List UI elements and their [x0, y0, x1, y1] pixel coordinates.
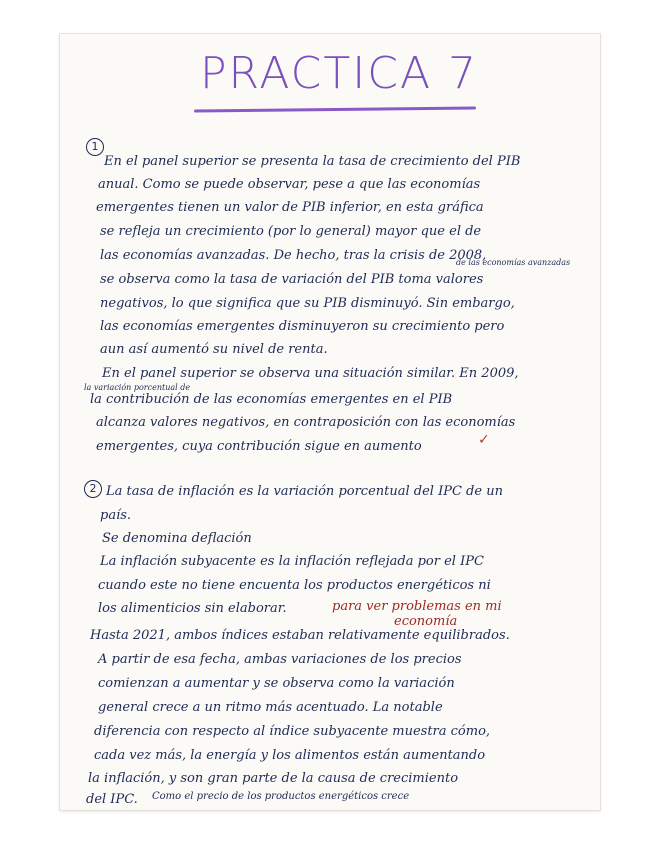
s1-line-11: la contribución de las economías emergentes en el PIB [90, 392, 453, 407]
s2-line-1: La tasa de inflación es la variación porcentual del IPC de un [106, 484, 503, 499]
s2-line-8: A partir de esa fecha, ambas variaciones de los precios [98, 652, 462, 667]
correction-note-2: economía [394, 614, 458, 629]
s2-line-4: La inflación subyacente es la inflación reflejada por el IPC [100, 554, 484, 569]
s2-line-9: comienzan a aumentar y se observa como la variación [98, 676, 455, 691]
s1-line-6: se observa como la tasa de variación del PIB toma valores [100, 272, 484, 287]
section-number-1: 1 [86, 138, 104, 156]
correction-note-1: para ver problemas en mi [332, 599, 502, 614]
check-mark-icon: ✓ [478, 432, 490, 448]
s2-line-14: del IPC. [86, 792, 138, 807]
s1-note-crisis: de las economías avanzadas [456, 258, 571, 267]
s2-line-13: la inflación, y son gran parte de la causa de crecimiento [88, 771, 459, 786]
s1-line-9: aun así aumentó su nivel de renta. [100, 342, 328, 357]
page-title: PRACTICA 7 [200, 48, 479, 99]
s2-line-10: general crece a un ritmo más acentuado. La notable [98, 700, 443, 715]
s1-line-12: alcanza valores negativos, en contraposición con las economías [96, 415, 516, 430]
title-underline [194, 107, 476, 113]
s1-note-variacion: la variación porcentual de [84, 383, 191, 392]
s2-note-last: Como el precio de los productos energéticos crece [152, 791, 410, 802]
s2-line-3: Se denomina deflación [102, 531, 252, 546]
s1-line-2: anual. Como se puede observar, pese a que las economías [98, 177, 481, 192]
s2-line-5: cuando este no tiene encuenta los productos energéticos ni [98, 578, 491, 593]
s2-line-11: diferencia con respecto al índice subyacente muestra cómo, [94, 724, 491, 739]
notebook-page [60, 34, 600, 810]
s1-line-1: En el panel superior se presenta la tasa de crecimiento del PIB [104, 154, 521, 169]
s2-line-6: los alimenticios sin elaborar. [98, 601, 287, 616]
s2-line-12: cada vez más, la energía y los alimentos están aumentando [94, 748, 486, 763]
s1-line-3: emergentes tienen un valor de PIB inferior, en esta gráfica [96, 200, 484, 215]
s1-line-4: se refleja un crecimiento (por lo general) mayor que el de [100, 224, 482, 239]
s1-line-13: emergentes, cuya contribución sigue en aumento [96, 439, 422, 454]
s2-line-2: país. [100, 508, 132, 523]
s1-line-5: las economías avanzadas. De hecho, tras la crisis de 2008, [100, 248, 487, 263]
section-number-2: 2 [84, 480, 102, 498]
s1-line-8: las economías emergentes disminuyeron su crecimiento pero [100, 319, 505, 334]
s2-line-7: Hasta 2021, ambos índices estaban relativamente equilibrados. [90, 628, 510, 643]
s1-line-10: En el panel superior se observa una situación similar. En 2009, [102, 366, 519, 381]
s1-line-7: negativos, lo que significa que su PIB disminuyó. Sin embargo, [100, 296, 515, 311]
